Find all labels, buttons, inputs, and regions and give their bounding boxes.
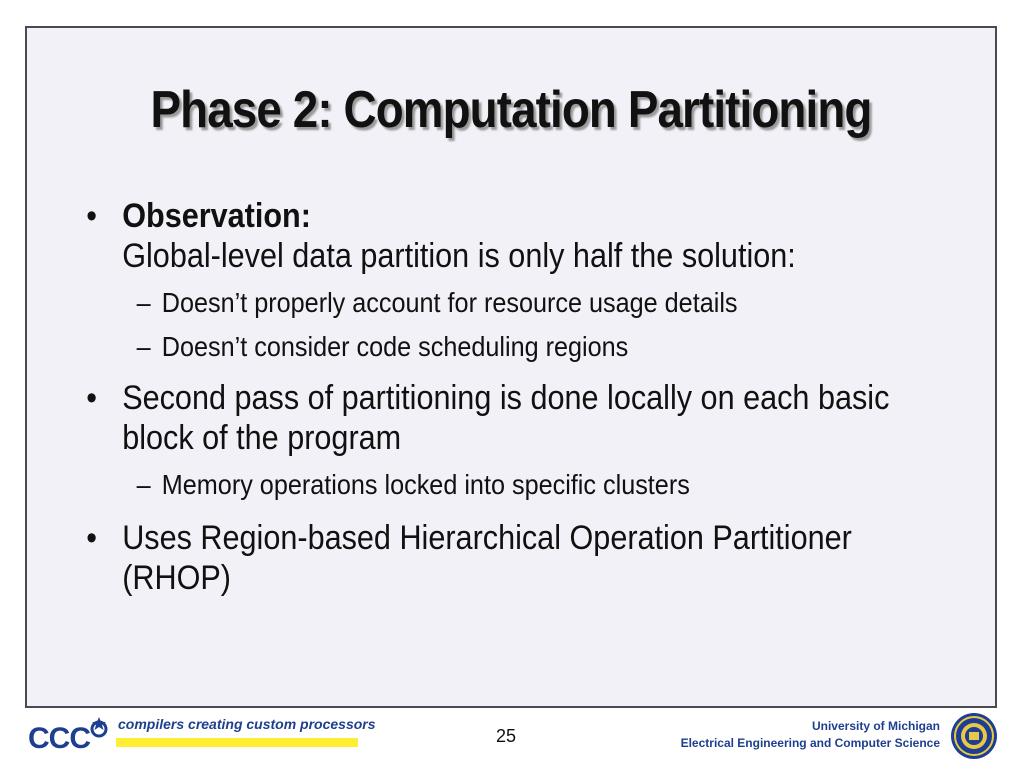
slide-footer	[0, 710, 1024, 768]
sub-bullet-text: Memory operations locked into specific clusters	[161, 469, 690, 500]
sub-bullet	[79, 286, 907, 320]
sub-bullet-text: Doesn’t consider code scheduling regions	[161, 331, 629, 362]
sub-bullet-text: Doesn’t properly account for resource usage details	[161, 287, 738, 318]
slide-title: Phase 2: Computation Partitioning	[150, 81, 872, 139]
sub-bullet	[79, 330, 907, 364]
ccc-logo-icon	[88, 716, 110, 738]
bullet-marker: •	[86, 519, 97, 557]
bullet-heading: Observation:	[122, 197, 311, 235]
sub-bullet-marker: –	[136, 287, 151, 318]
bullet-text: Uses Region-based Hierarchical Operation Partitioner (RHOP)	[122, 519, 852, 597]
slide-content	[79, 196, 999, 604]
bullet-text: Second pass of partitioning is done locally on each basic block of the program	[122, 379, 890, 457]
bullet-second-pass	[79, 378, 907, 458]
bullet-observation	[79, 196, 907, 276]
university-seal-icon	[950, 712, 998, 760]
university-credit	[681, 718, 940, 752]
university-name: University of Michigan	[811, 719, 940, 733]
sub-bullet	[79, 468, 907, 502]
bullet-rhop	[79, 518, 907, 598]
page-number: 25	[496, 726, 517, 746]
slide-frame	[25, 26, 997, 708]
bullet-text: Global-level data partition is only half the solution:	[122, 237, 796, 275]
sub-bullet-marker: –	[136, 331, 151, 362]
department-name: Electrical Engineering and Computer Science	[680, 736, 940, 750]
bullet-marker: •	[86, 197, 97, 235]
tagline-underline-bar	[116, 738, 358, 747]
bullet-marker: •	[86, 379, 97, 417]
tagline: compilers creating custom processors	[118, 716, 376, 732]
ccc-logo-text: CCC	[28, 722, 90, 755]
sub-bullet-marker: –	[136, 469, 151, 500]
